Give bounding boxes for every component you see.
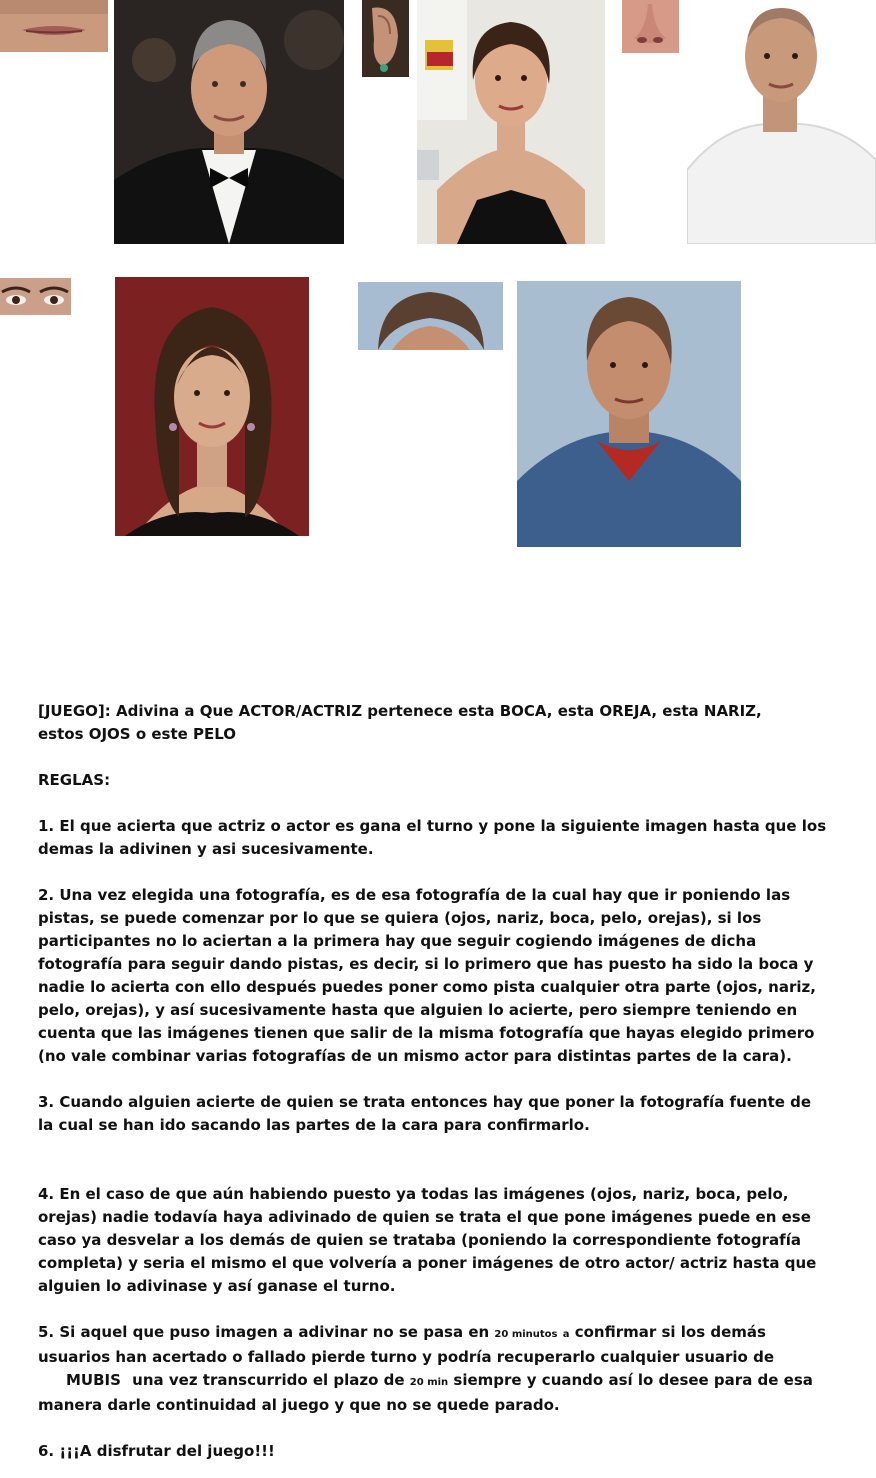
- actor-photo-tuxedo: [114, 0, 344, 244]
- actor-photo-white-shirt: [687, 0, 876, 244]
- rule-3: 3. Cuando alguien acierte de quien se trata entonces hay que poner la fotografía fuente de la cual se han ido sacando las partes de la cara para confirmarlo.: [38, 1093, 812, 1134]
- hair-crop-photo: [358, 282, 503, 350]
- rule-5-part-d: siempre y cuando así lo desee para de esa manera darle continuidad al juego y que no se quede parado.: [38, 1371, 813, 1414]
- nose-crop-photo: [622, 0, 679, 53]
- game-title-line-1: [JUEGO]: Adivina a Que ACTOR/ACTRIZ pertenece esta BOCA, esta OREJA, esta NARIZ,: [38, 702, 762, 720]
- rule-5-part-a: 5. Si aquel que puso imagen a adivinar no se pasa en: [38, 1323, 490, 1341]
- actress-photo-earrings: [115, 277, 309, 536]
- mouth-crop-photo: [0, 0, 108, 52]
- rule-5-part-b: confirmar si los demás usuarios han acertado o fallado pierde turno y podría recuperarlo cualquier usuario de: [38, 1323, 774, 1366]
- rule-1: 1. El que acierta que actriz o actor es gana el turno y pone la siguiente imagen hasta que los demas la adivinen y asi sucesivamente.: [38, 817, 827, 858]
- rule-2: 2. Una vez elegida una fotografía, es de esa fotografía de la cual hay que ir poniendo las pistas, se puede comenzar por lo que se quiera (ojos, nariz, boca, pelo, orejas), si los participantes no lo aciertan a la primera hay que seguir cogiendo imágenes de dicha fotografía para seguir dando pistas, es decir, si lo primero que has puesto ha sido la boca y nadie lo acierta con ello después puedes poner como pista cualquier otra parte (ojos, nariz, pelo, orejas), y así sucesivamente hasta que alguien lo acierte, pero siempre teniendo en cuenta que las imágenes tienen que salir de la misma fotografía que hayas elegido primero (no vale combinar varias fotografías de un mismo actor para distintas partes de la cara).: [38, 886, 816, 1065]
- actress-photo-black-dress: [417, 0, 605, 244]
- rule-5-part-a2: a: [562, 1329, 570, 1340]
- rules-heading: REGLAS:: [38, 771, 111, 789]
- eyes-crop-photo: [0, 278, 71, 315]
- rule-5-site-name: MUBIS: [66, 1371, 121, 1389]
- rule-5: [38, 1321, 828, 1417]
- ear-crop-photo: [362, 0, 409, 77]
- game-rules-text: [38, 700, 828, 1463]
- rule-5-time-2: 20 min: [409, 1377, 449, 1388]
- rule-5-time-1: 20 minutos: [494, 1329, 558, 1340]
- game-title-line-2: estos OJOS o este PELO: [38, 725, 237, 743]
- rule-4: 4. En el caso de que aún habiendo puesto ya todas las imágenes (ojos, nariz, boca, pelo, orejas) nadie todavía haya adivinado de quien se trata el que pone imágenes puede en ese caso ya desvelar a los demás de quien se trataba (poniendo la correspondiente fotografía completa) y seria el mismo el que volvería a poner imágenes de otro actor/ actriz hasta que alguien lo adivinase y así ganase el turno.: [38, 1185, 817, 1295]
- actor-photo-red-bandana: [517, 281, 741, 547]
- rule-6: 6. ¡¡¡A disfrutar del juego!!!: [38, 1442, 275, 1460]
- rule-5-part-c: una vez transcurrido el plazo de: [132, 1371, 405, 1389]
